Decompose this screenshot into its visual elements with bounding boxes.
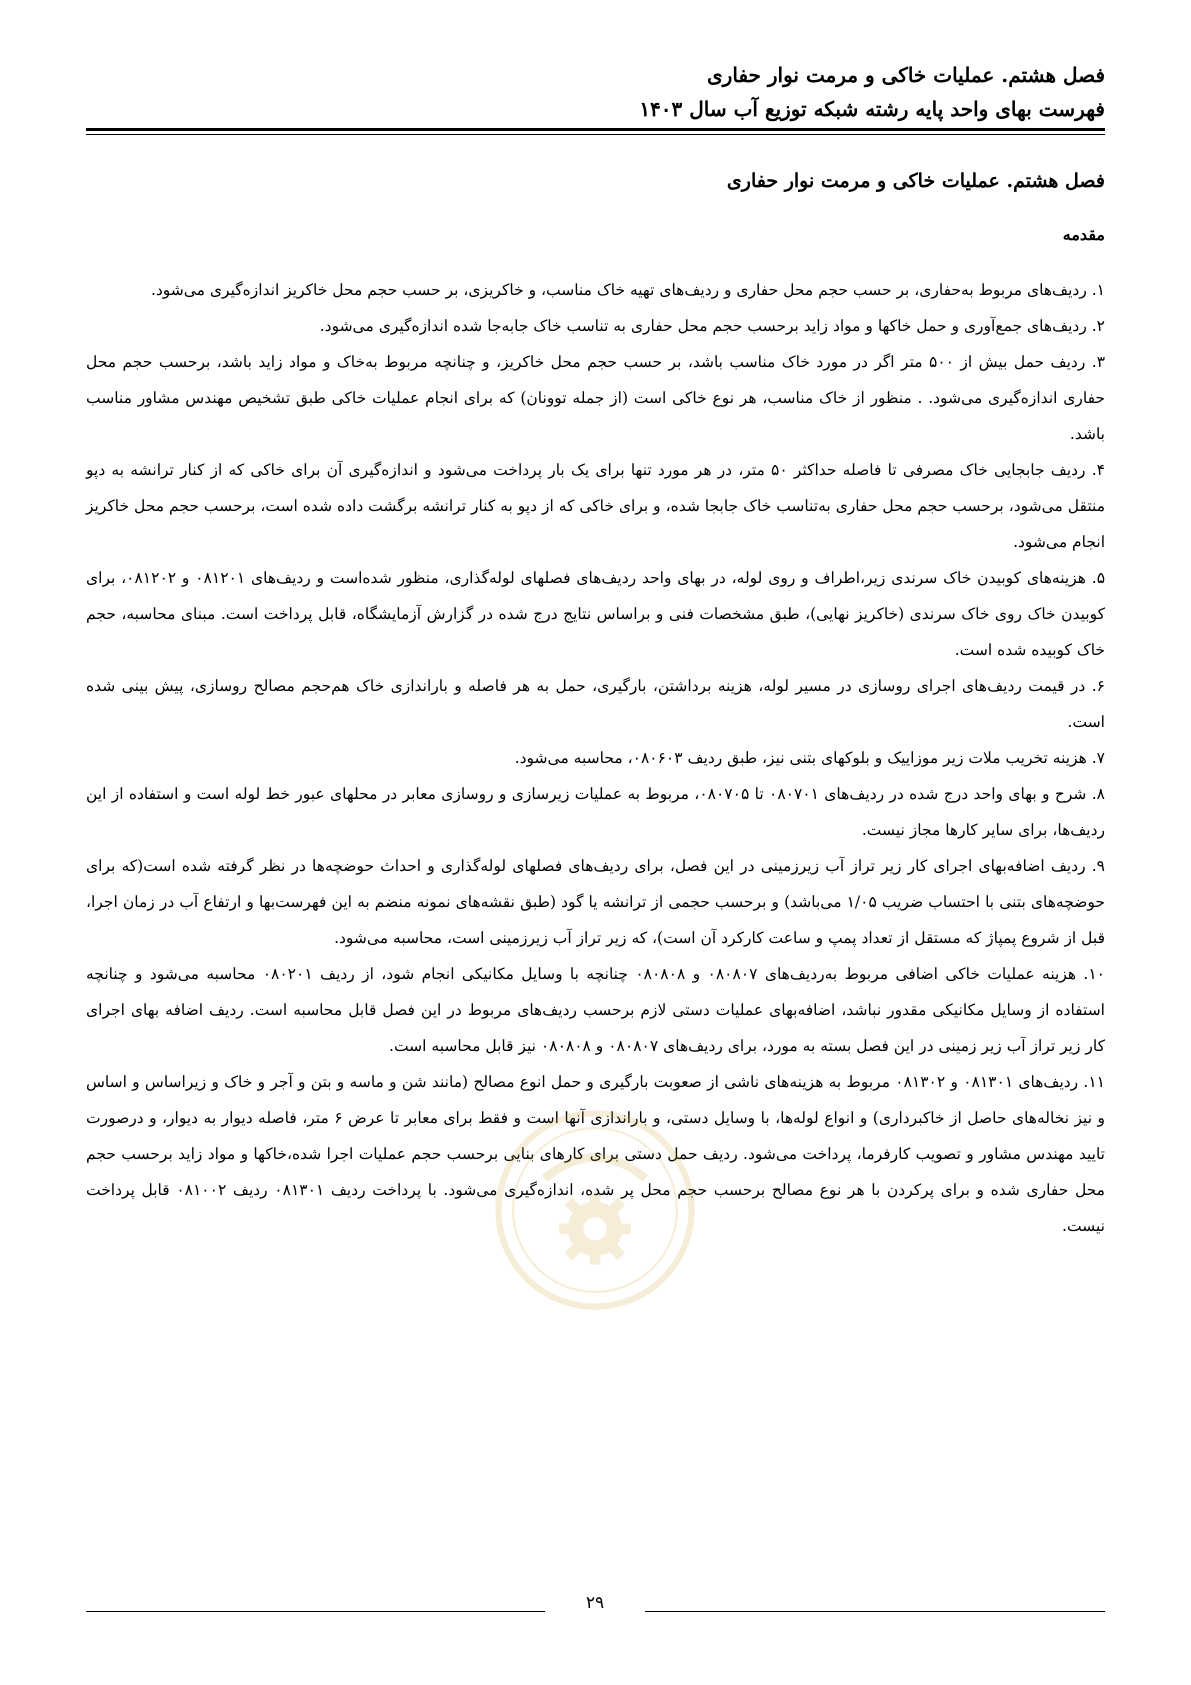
intro-heading: مقدمه: [1062, 225, 1105, 244]
paragraph-2: ۲. ردیف‌های جمع‌آوری و حمل خاکها و مواد زاید برحسب حجم محل حفاری به تناسب خاک جابه‌جا شده اندازه‌گیری می‌شود.: [319, 317, 1105, 335]
paragraph-1: ۱. ردیف‌های مربوط به‌حفاری، بر حسب حجم محل حفاری و ردیف‌های تهیه خاک مناسب، و خاکریزی، بر حسب حجم محل خاکریز اندازه‌گیری می‌شود.: [150, 281, 1105, 299]
header-rule-thin: [86, 134, 1105, 135]
paragraph-7: ۷. هزینه تخریب ملات زیر موزاییک و بلوکهای بتنی نیز، طبق ردیف ۰۸۰۶۰۳، محاسبه می‌شود.: [514, 749, 1105, 767]
paragraph-11: ۱۱. ردیف‌های ۰۸۱۳۰۱ و ۰۸۱۳۰۲ مربوط به هزینه‌های ناشی از صعوبت بارگیری و حمل انوع مصالح (مانند شن و ماسه و بتن و آجر و خاک و زیراساس و اساس و نیز نخاله‌های حاصل از خاکبرداری) و انواع لوله‌ها، با وسایل دستی، و باراندازی آنها است و فقط برای معابر تا عرض ۶ متر، فاصله دیوار به دیوار، و درصورت تایید مهندس مشاور و تصویب کارفرما، پرداخت می‌شود. ردیف حمل دستی برای کارهای بنایی برحسب حجم عملیات اجرا شده،خاکها و مواد زاید برحسب حجم محل حفاری شده و برای پرکردن با هر نوع مصالح برحسب حجم محل پر شده، اندازه‌گیری می‌شود. با پرداخت ردیف ۰۸۱۳۰۱ ردیف ۰۸۱۰۰۲ قابل پرداخت نیست.: [86, 1073, 1105, 1235]
paragraph-3: ۳. ردیف حمل بیش از ۵۰۰ متر اگر در مورد خاک مناسب باشد، بر حسب حجم محل خاکریز، و چنانچه مربوط به‌خاک و مواد زاید باشد، برحسب حجم محل حفاری اندازه‌گیری می‌شود. . منظور از خاک مناسب، هر نوع خاکی است (از جمله توونان) که برای انجام عملیات خاکی طبق تشخیص مهندس مشاور مناسب باشد.: [86, 353, 1106, 443]
page-number: ۲۹: [545, 1591, 645, 1615]
paragraph-8: ۸. شرح و بهای واحد درج شده در ردیف‌های ۰۸۰۷۰۱ تا ۰۸۰۷۰۵، مربوط به عملیات زیرسازی و روسازی معابر در محلهای عبور خط لوله است و استفاده از این ردیف‌ها، برای سایر کارها مجاز نیست.: [86, 785, 1105, 839]
running-header: [86, 58, 1105, 126]
paragraph-4: ۴. ردیف جابجایی خاک مصرفی تا فاصله حداکثر ۵۰ متر، در هر مورد تنها برای یک بار پرداخت می‌شود و اندازه‌گیری آن برای خاکی که از کنار ترانشه به دپو منتقل می‌شود، برحسب حجم محل حفاری به‌تناسب خاک جابجا شده، و برای خاکی که از دپو به کنار ترانشه برگشت داده شده است، برحسب حجم محل خاکریز انجام می‌شود.: [86, 461, 1105, 551]
header-chapter-line: فصل هشتم. عملیات خاکی و مرمت نوار حفاری: [707, 63, 1105, 87]
paragraph-9: ۹. ردیف اضافه‌بهای اجرای کار زیر تراز آب زیرزمینی در این فصل، برای ردیف‌های فصلهای لوله‌گذاری و احداث حوضچه‌ها در نظر گرفته شده است(که برای حوضچه‌های بتنی با احتساب ضریب ۱/۰۵ می‌باشد) و برحسب حجمی از ترانشه یا گود (طبق نقشه‌های نمونه منضم به این فهرست‌بها و ارتفاع آب در زمان اجرا، قبل از شروع پمپاژ که مستقل از تعداد پمپ و ساعت کارکرد آن است)، که زیر تراز آب زیرزمینی است، محاسبه می‌شود.: [86, 857, 1106, 947]
chapter-title: فصل هشتم. عملیات خاکی و مرمت نوار حفاری: [726, 170, 1105, 192]
paragraph-6: ۶. در قیمت ردیف‌های اجرای روسازی در مسیر لوله، هزینه برداشتن، بارگیری، حمل به هر فاصله و باراندازی خاک هم‌حجم مصالح روسازی، پیش بینی شده است.: [86, 677, 1105, 731]
header-list-title: فهرست بهای واحد پایه رشته شبکه توزیع آب سال ۱۴۰۳: [639, 97, 1105, 121]
paragraph-10: ۱۰. هزینه عملیات خاکی اضافی مربوط به‌ردیف‌های ۰۸۰۸۰۷ و ۰۸۰۸۰۸ چنانچه با وسایل مکانیکی انجام شود، از ردیف ۰۸۰۲۰۱ محاسبه می‌شود و چنانچه استفاده از وسایل مکانیکی مقدور نباشد، اضافه‌بهای عملیات دستی لازم برحسب ردیف‌های مربوط در این فصل قابل محاسبه است. ردیف اضافه بهای اجرای کار زیر تراز آب زیر زمینی در این فصل بسته به مورد، برای ردیف‌های ۰۸۰۸۰۷ و ۰۸۰۸۰۸ نیز قابل محاسبه است.: [86, 965, 1106, 1055]
paragraph-5: ۵. هزینه‌های کوبیدن خاک سرندی زیر،اطراف و روی لوله، در بهای واحد ردیف‌های فصلهای لوله‌گذاری، منظور شده‌است و ردیف‌های ۰۸۱۲۰۱ و ۰۸۱۲۰۲، برای کوبیدن خاک روی خاک سرندی (خاکریز نهایی)، طبق مشخصات فنی و براساس نتایج درج شده در گزارش آزمایشگاه، قابل پرداخت است. مبنای محاسبه، حجم خاک کوبیده شده است.: [86, 569, 1106, 659]
header-rule-thick: [86, 128, 1105, 131]
body-content: [86, 272, 1105, 1244]
